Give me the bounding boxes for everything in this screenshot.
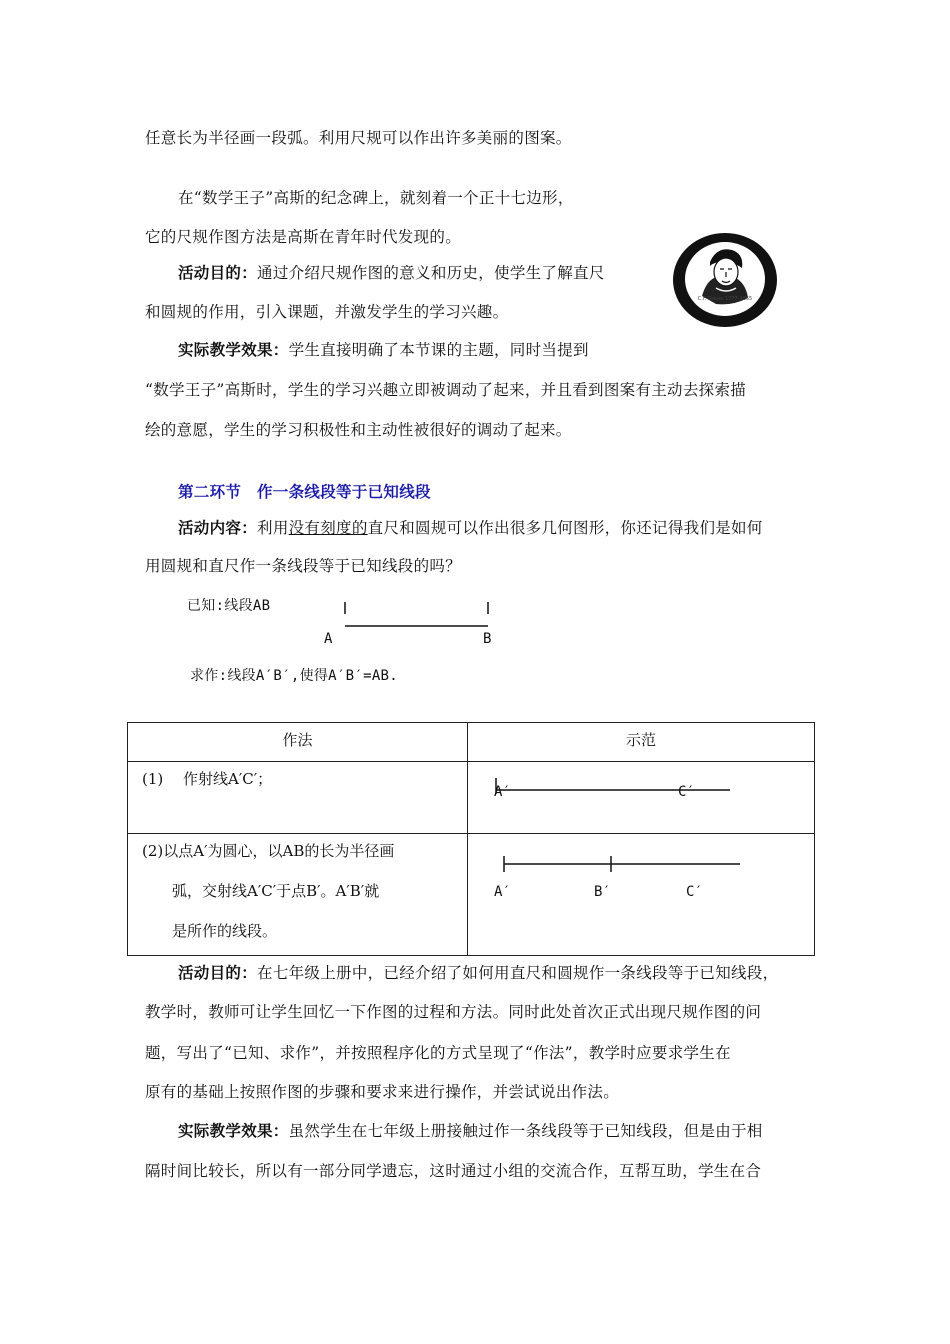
goal2-line4: 原有的基础上按照作图的步骤和要求来进行操作，并尝试说出作法。: [145, 1083, 620, 1101]
row2-demo-cell: [468, 834, 815, 956]
row2-line2: 弧，交射线A′C′于点B′。A′B′就: [172, 882, 380, 900]
goal1-line2: 和圆规的作用，引入课题，并激发学生的学习兴趣。: [145, 303, 509, 321]
section2-heading: 第二环节 作一条线段等于已知线段: [178, 482, 431, 501]
paragraph-gauss-line1: 在“数学王子”高斯的纪念碑上，就刻着一个正十七边形，: [178, 189, 574, 207]
row2-label-c: C′: [686, 884, 703, 900]
given-statement: 已知:线段AB: [187, 598, 271, 614]
row1-label-a: A′: [494, 784, 511, 800]
content-line2: 用圆规和直尺作一条线段等于已知线段的吗？: [145, 557, 462, 575]
content-text-a: 利用: [257, 519, 289, 537]
row2-line3: 是所作的线段。: [172, 922, 278, 940]
row1-step: (1) 作射线A′C′；: [142, 770, 273, 788]
effect1-line2: “数学王子”高斯时，学生的学习兴趣立即被调动了起来，并且看到图案有主动去探索描: [145, 381, 747, 399]
construct-statement: 求作:线段A′B′,使得A′B′=AB.: [190, 668, 399, 684]
goal1-text: 通过介绍尺规作图的意义和历史，使学生了解直尺: [257, 264, 605, 282]
paragraph-gauss-line2: 它的尺规作图方法是高斯在青年时代发现的。: [145, 228, 462, 246]
header-method: 作法: [128, 723, 468, 762]
effect2-text: 虽然学生在七年级上册接触过作一条线段等于已知线段，但是由于相: [288, 1122, 763, 1140]
content-line1: [178, 518, 763, 538]
paragraph-arc: 任意长为半径画一段弧。利用尺规可以作出许多美丽的图案。: [145, 129, 572, 147]
row2-line1: (2)以点A′为圆心，以AB的长为半径画: [142, 842, 395, 860]
effect2-label: 实际教学效果：: [178, 1121, 289, 1140]
header-demo: 示范: [468, 723, 815, 762]
point-a-label: A: [324, 631, 333, 647]
goal1-line1: [178, 263, 605, 283]
row2-method-cell: [128, 834, 468, 956]
row1-demo-cell: [468, 762, 815, 834]
table-row: [128, 762, 815, 834]
goal2-line3: 题，写出了“已知、求作”，并按照程序化的方式呈现了“作法”，教学时应要求学生在: [145, 1044, 731, 1062]
row2-label-b: B′: [594, 884, 611, 900]
content-underlined: 没有刻度的: [288, 519, 368, 537]
table-header-row: [128, 723, 815, 762]
goal2-line1: [178, 963, 778, 983]
goal2-label: 活动目的：: [178, 963, 258, 982]
construction-table: [127, 722, 815, 956]
effect1-line1: [178, 340, 589, 360]
effect1-text: 学生直接明确了本节课的主题，同时当提到: [288, 341, 589, 359]
effect1-line3: 绘的意愿，学生的学习积极性和主动性被很好的调动了起来。: [145, 421, 572, 439]
ray-ac-figure: [490, 772, 740, 802]
segment-ab-prime-figure: [498, 852, 748, 876]
segment-ab-figure: [330, 598, 500, 632]
effect2-line2: 隔时间比较长，所以有一部分同学遗忘，这时通过小组的交流合作，互帮互助，学生在合: [145, 1162, 762, 1180]
effect2-line1: [178, 1121, 763, 1141]
goal1-label: 活动目的：: [178, 263, 258, 282]
goal2-line2: 教学时，教师可让学生回忆一下作图的过程和方法。同时此处首次正式出现尺规作图的问: [145, 1003, 762, 1021]
medallion-caption: C.F. Gauss 1777-1855: [697, 296, 753, 302]
row1-label-c: C′: [678, 784, 695, 800]
gauss-medallion-image: [672, 232, 778, 328]
row2-label-a: A′: [494, 884, 511, 900]
goal2-text: 在七年级上册中，已经介绍了如何用直尺和圆规作一条线段等于已知线段，: [257, 964, 779, 982]
content-text-b: 直尺和圆规可以作出很多几何图形，你还记得我们是如何: [367, 519, 763, 537]
point-b-label: B: [483, 631, 492, 647]
content-label: 活动内容：: [178, 518, 258, 537]
effect1-label: 实际教学效果：: [178, 340, 289, 359]
row1-method-cell: [128, 762, 468, 834]
table-row: [128, 834, 815, 956]
